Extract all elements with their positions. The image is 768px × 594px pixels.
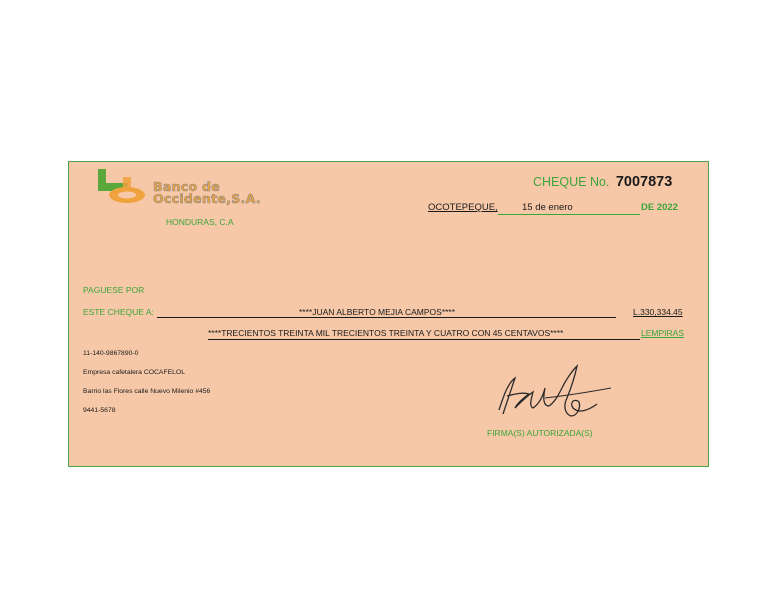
bank-name-line2: Occidente,S.A. <box>153 191 261 206</box>
payee-name: ****JUAN ALBERTO MEJIA CAMPOS**** <box>299 307 456 317</box>
bank-name-line1: Banco de <box>153 179 221 194</box>
bank-logo <box>97 167 153 205</box>
cheque-city: OCOTEPEQUE, <box>428 202 498 213</box>
date-line <box>498 214 640 215</box>
account-phone: 9441-5678 <box>83 407 116 414</box>
cheque-amount: L.330,334.45 <box>633 307 683 317</box>
pay-to-label: ESTE CHEQUE A: <box>83 307 154 317</box>
account-address: Barrio las Flores calle Nuevo Milenio #456 <box>83 388 211 395</box>
cheque-number: 7007873 <box>615 174 673 190</box>
amount-words-line <box>208 339 640 340</box>
cheque <box>68 161 709 467</box>
cheque-number-block <box>533 173 672 191</box>
cheque-label: CHEQUE No. <box>533 175 610 189</box>
bank-country: HONDURAS, C.A <box>166 217 234 227</box>
currency-label: LEMPIRAS <box>641 328 684 338</box>
signature-label: FIRMA(S) AUTORIZADA(S) <box>487 428 593 438</box>
cheque-date: 15 de enero <box>522 202 573 213</box>
cheque-year: DE 2022 <box>641 202 678 213</box>
account-company: Empresa cafetalera COCAFELOL <box>83 369 185 376</box>
amount-in-words: ****TRECIENTOS TREINTA MIL TRECIENTOS TREINTA Y CUATRO CON 45 CENTAVOS**** <box>208 328 564 338</box>
bank-name <box>153 181 261 205</box>
payee-line <box>157 317 616 318</box>
signature <box>493 358 613 430</box>
pay-label: PAGUESE POR <box>83 285 145 295</box>
account-number: 11-140-9867890-0 <box>83 350 139 357</box>
